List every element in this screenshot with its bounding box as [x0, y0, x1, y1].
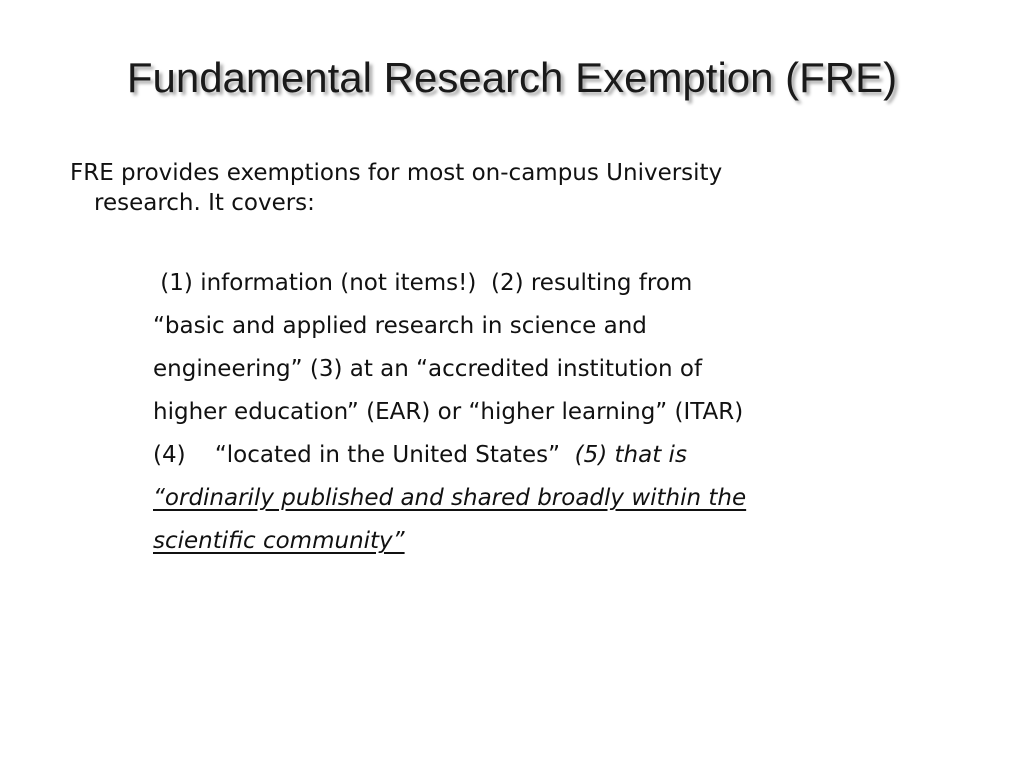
criteria-line-4: higher education” (EAR) or “higher learning” (ITAR) — [153, 399, 744, 425]
criteria-line-5 — [153, 434, 953, 477]
published-phrase-part-2: scientific community” — [153, 528, 405, 554]
criteria-line-5-italic: (5) that is — [574, 442, 687, 468]
criteria-line-2: “basic and applied research in science and — [153, 313, 647, 339]
criteria-line-6 — [153, 477, 953, 520]
slide-title: Fundamental Research Exemption (FRE) — [126, 54, 898, 101]
intro-line-1: FRE provides exemptions for most on-campus University — [70, 160, 723, 186]
criteria-line-7 — [153, 520, 953, 563]
criteria-line-1: (1) information (not items!) (2) resulting from — [153, 270, 693, 296]
published-phrase-part-1: “ordinarily published and shared broadly within the — [153, 485, 747, 511]
criteria-line-5-plain: (4) “located in the United States” — [153, 442, 575, 468]
intro-paragraph — [70, 158, 930, 218]
criteria-paragraph — [153, 262, 953, 563]
criteria-line-3: engineering” (3) at an “accredited institution of — [153, 356, 703, 382]
intro-line-2: research. It covers: — [94, 190, 315, 216]
